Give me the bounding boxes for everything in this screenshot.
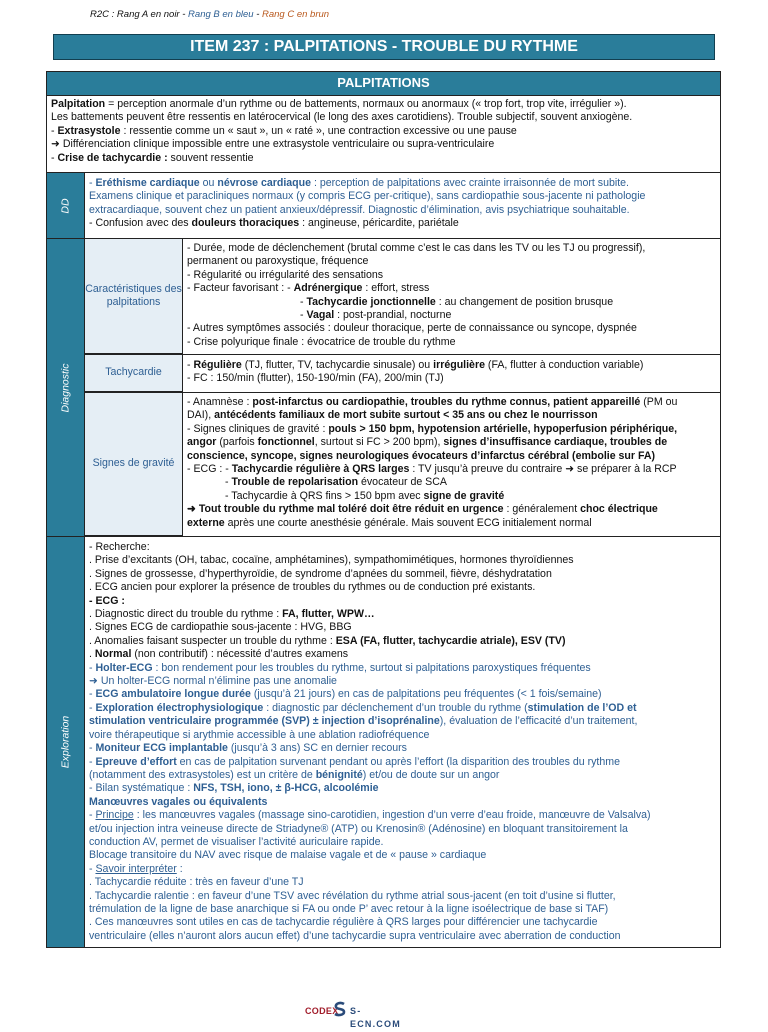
caracteristiques-content: - Durée, mode de déclenchement (brutal comme c’est le cas dans les TV ou les TJ ou progressif), permanent ou paroxystique, fréquence - Régularité ou irrégularité des sensations - Facteur favorisant : - Adrénergique : effort, stress - Tachycardie jonctionnelle : au changement de position brusque - Vagal : post-prandial, nocturne - Autres symptômes associés : douleur thoracique, perte de connaissance ou syncope, dyspnée - Crise polyurique finale : évocatrice de trouble du rythme xyxy=(187,242,646,348)
exploration-label: Exploration xyxy=(58,715,71,769)
page-title: ITEM 237 : PALPITATIONS - TROUBLE DU RYTHME xyxy=(53,34,715,60)
legend-rank-c: Rang C en brun xyxy=(262,9,330,20)
legend-rank-a: R2C : Rang A en noir - xyxy=(90,9,186,20)
divider xyxy=(47,172,720,173)
s-logo-icon xyxy=(332,1001,348,1017)
exploration-sidebar xyxy=(47,537,85,947)
dd-block: - Eréthisme cardiaque ou névrose cardiaque : perception de palpitations avec crainte irraisonnée de mort subite. Examens clinique et paracliniques normaux (y compris ECG per-critique), sans cardiopathie sous-jacente ni pathologie extracardiaque, souvent chez un patient anxieux/dépressif. Diagnostic d’élimination, avis psychiatrique souhaitable. - Confusion avec des douleurs thoraciques : angineuse, péricardite, pariétale xyxy=(89,177,646,230)
section-header: PALPITATIONS xyxy=(47,72,720,96)
divider xyxy=(47,536,720,537)
diagnostic-label: Diagnostic xyxy=(58,362,71,413)
site-name: S-ECN.COM xyxy=(350,1006,401,1030)
gravite-label: Signes de gravité xyxy=(85,393,183,536)
exploration-block: - Recherche: . Prise d’excitants (OH, tabac, cocaïne, amphétamines), sympathomimétiques, hormones thyroïdiennes . Signes de grossesse, d’hyperthyroïdie, de syndrome d’apnées du sommeil, fièvre, déshydratation . ECG ancien pour explorer la présence de troubles du rythmes ou de conduction pré existants. - ECG : . Diagnostic direct du trouble du rythme : FA, flutter, WPW… . Signes ECG de cardiopathie sous-jacente : HVG, BBG . Anomalies faisant suspecter un trouble du rythme : ESA (FA, flutter, tachycardie atriale), ESV (TV) . Normal (non contributif) : nécessité d’autres examens - Holter-ECG : bon rendement pour les troubles du rythme, surtout si palpitations paroxystiques fréquentes ➜ Un holter-ECG normal n’élimine pas une anomalie - ECG ambulatoire longue durée (jusqu’à 21 jours) en cas de palpitations peu fréquentes (< 1 fois/semaine) - Exploration électrophysiologique : diagnostic par déclenchement d’un trouble du rythme (stimulation de l’OD et stimulation ventriculaire programmée (SVP) ± injection d’isoprénaline), évaluation de l’efficacité d’un traitement, voire thérapeutique si arythmie accessible à une ablation radiofréquence - Moniteur ECG implantable (jusqu’à 3 ans) SC en dernier recours - Epreuve d’effort en cas de palpitation survenant pendant ou après l’effort (la disparition des troubles du rythme (notamment des extrasystoles) est un critère de bénignité) et/ou de doute sur un angor - Bilan systématique : NFS, TSH, iono, ± β-HCG, alcoolémie Manœuvres vagales ou équivalents - Principe : les manœuvres vagales (massage sino-carotidien, ingestion d’un verre d’eau froide, manœuvre de Valsalva) et/ou injection intra veineuse directe de Striadyne® (ATP) ou Krenosin® (Adénosine) en bloquant transitoirement la conduction AV, permet de visualiser l’activité auriculaire rapide. Blocage transitoire du NAV avec risque de malaise vagale et de « pause » cardiaque - Savoir interpréter : . Tachycardie réduite : très en faveur d’une TJ . Tachycardie ralentie : en faveur d’une TSV avec révélation du rythme atrial sous-jacent (en toit d’usine si flutter, trémulation de la ligne de base anarchique si FA ou onde P’ avec retour à la ligne isoélectrique de base si TAF) . Ces manœuvres sont utiles en cas de tachycardie régulière à QRS larges pour différencier une tachycardie ventriculaire (elles n’auront alors aucun effet) d’une tachycardie supra ventriculaire avec aberration de conduction xyxy=(89,541,651,942)
codex-logo-text: CODEX xyxy=(305,1006,339,1016)
tachycardie-content: - Régulière (TJ, flutter, TV, tachycardie sinusale) ou irrégulière (FA, flutter à conduction variable) - FC : 150/min (flutter), 150-190/min (FA), 200/min (TJ) xyxy=(187,359,644,385)
legend-separator: - xyxy=(256,9,260,20)
gravite-content: - Anamnèse : post-infarctus ou cardiopathie, troubles du rythme connus, patient appareillé (PM ou DAI), antécédents familiaux de mort subite surtout < 35 ans ou chez le nourrisson - Signes cliniques de gravité : pouls > 150 bpm, hypotension artérielle, hypoperfusion périphérique, angor (parfois fonctionnel, surtout si FC > 200 bpm), signes d’insuffisance cardiaque, troubles de conscience, syncope, signes neurologiques évocateurs d’infarctus cérébral (embolie sur FA) - ECG : - Tachycardie régulière à QRS larges : TV jusqu’à preuve du contraire ➜ se préparer à la RCP - Trouble de repolarisation évocateur de SCA - Tachycardie à QRS fins > 150 bpm avec signe de gravité ➜ Tout trouble du rythme mal toléré doit être réduit en urgence : généralement choc électrique externe après une courte anesthésie générale. Mais souvent ECG initialement normal xyxy=(187,396,678,529)
intro-block: Palpitation = perception anormale d’un rythme ou de battements, normaux ou anormaux (« trop fort, trop vite, irrégulier »). Les battements peuvent être ressentis en latérocervical (le long des axes carotidiens). Trouble subjectif, souvent anxiogène. - Extrasystole : ressentie comme un « saut », un « raté », une contraction excessive ou une pause ➜ Différenciation clinique impossible entre une extrasystole ventriculaire ou supra-ventriculaire - Crise de tachycardie : souvent ressentie xyxy=(51,98,633,164)
caracteristiques-label: Caractéristiques des palpitations xyxy=(85,239,183,354)
dd-label: DD xyxy=(58,197,71,214)
dd-sidebar xyxy=(47,173,85,238)
legend-rank-b: Rang B en bleu xyxy=(188,9,254,20)
content-table xyxy=(46,71,721,948)
color-legend xyxy=(90,9,329,21)
tachycardie-label: Tachycardie xyxy=(85,355,183,392)
diagnostic-sidebar xyxy=(47,239,85,536)
